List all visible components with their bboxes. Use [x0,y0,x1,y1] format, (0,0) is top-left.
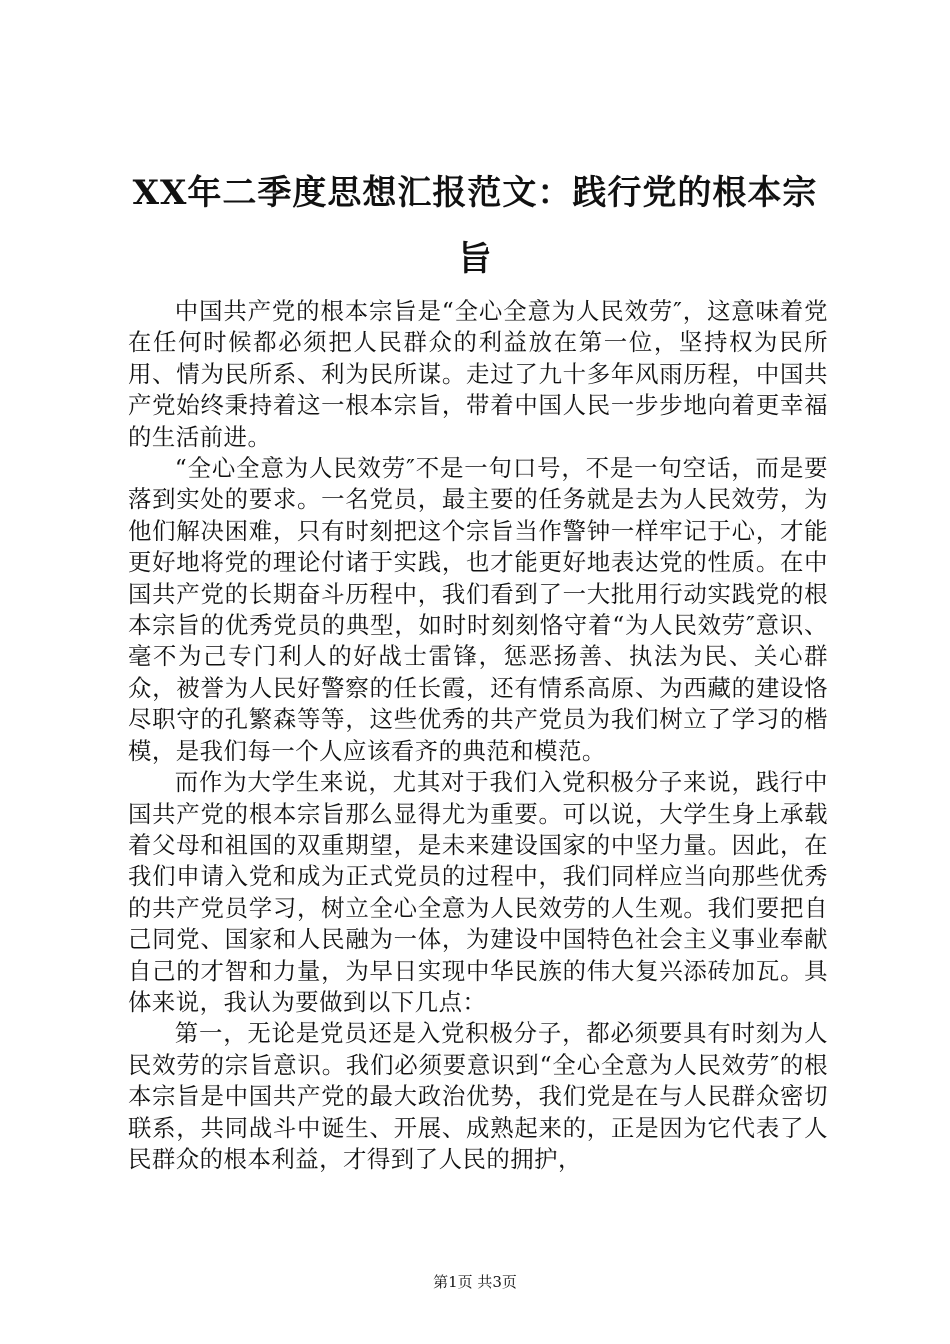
page-footer: 第1页 共3页 [433,1273,517,1291]
paragraph-4: 第一，无论是党员还是入党积极分子，都必须要具有时刻为人民效劳的宗旨意识。我们必须要意识到“全心全意为人民效劳″的根本宗旨是中国共产党的最大政治优势，我们党是在与人民群众密切联系，共同战斗中诞生、开展、成熟起来的，正是因为它代表了人民群众的根本利益，才得到了人民的拥护， [128,1019,828,1173]
document-body [128,296,828,1175]
document-title: XX年二季度思想汇报范文：践行党的根本宗旨 [132,173,818,279]
paragraph-2: “全心全意为人民效劳″不是一句口号，不是一句空话，而是要落到实处的要求。一名党员，最主要的任务就是去为人民效劳，为他们解决困难，只有时刻把这个宗旨当作警钟一样牢记于心，才能更好地将党的理论付诸于实践，也才能更好地表达党的性质。在中国共产党的长期奋斗历程中，我们看到了一大批用行动实践党的根本宗旨的优秀党员的典型，如时时刻刻恪守着“为人民效劳″意识、毫不为己专门利人的好战士雷锋，惩恶扬善、执法为民、关心群众，被誉为人民好警察的任长霞，还有情系高原、为西藏的建设恪尽职守的孔繁森等等，这些优秀的共产党员为我们树立了学习的楷模，是我们每一个人应该看齐的典范和模范。 [128,454,828,765]
paragraph-3: 而作为大学生来说，尤其对于我们入党积极分子来说，践行中国共产党的根本宗旨那么显得尤为重要。可以说，大学生身上承载着父母和祖国的双重期望，是未来建设国家的中坚力量。因此，在我们申请入党和成为正式党员的过程中，我们同样应当向那些优秀的共产党员学习，树立全心全意为人民效劳的人生观。我们要把自己同党、国家和人民融为一体，为建设中国特色社会主义事业奉献自己的才智和力量，为早日实现中华民族的伟大复兴添砖加瓦。具体来说，我认为要做到以下几点： [128,768,828,1016]
paragraph-1: 中国共产党的根本宗旨是“全心全意为人民效劳″，这意味着党在任何时候都必须把人民群众的利益放在第一位，坚持权为民所用、情为民所系、利为民所谋。走过了九十多年风雨历程，中国共产党始终秉持着这一根本宗旨，带着中国人民一步步地向着更幸福的生活前进。 [128,297,828,451]
